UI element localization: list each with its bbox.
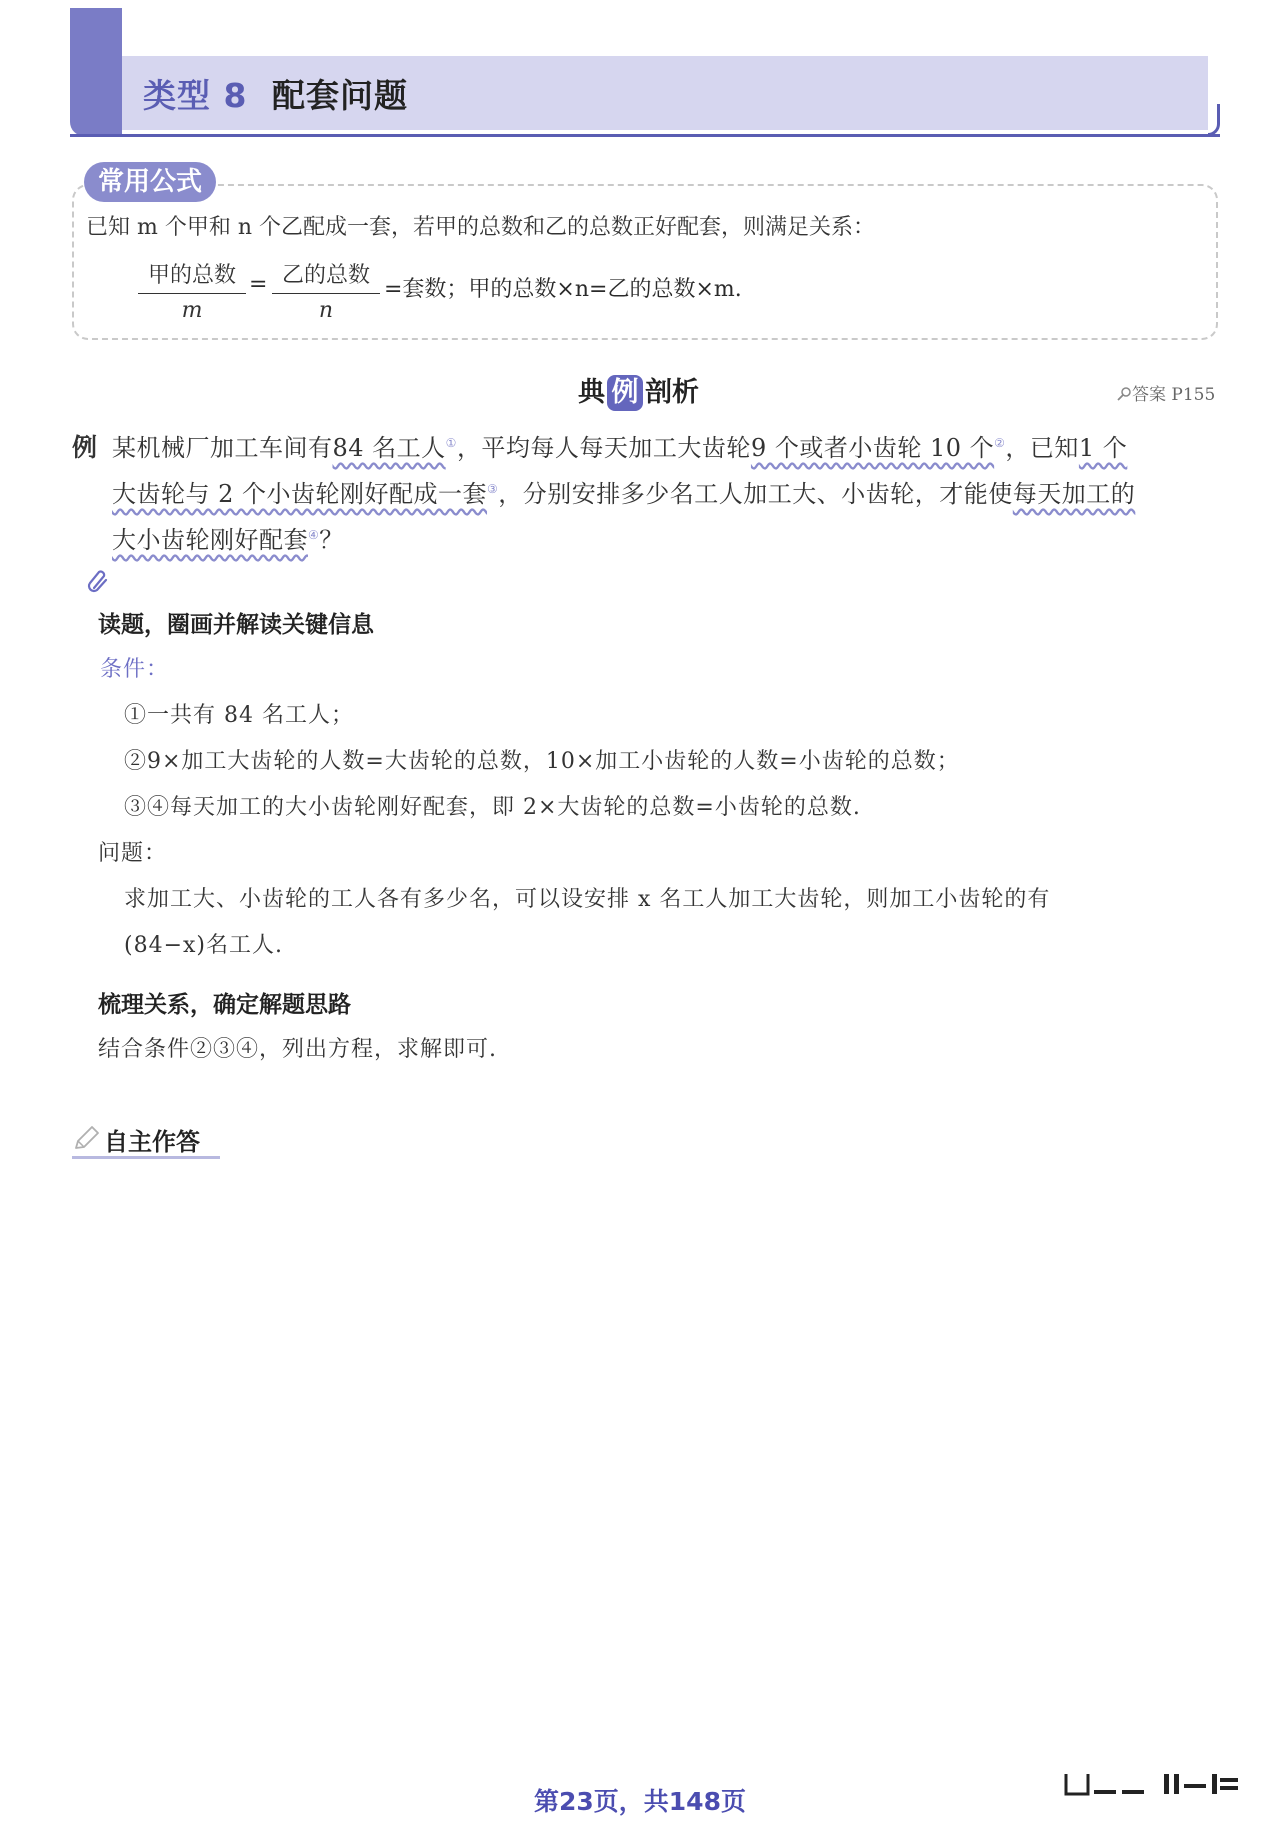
answer-reference-text: 答案 P155 bbox=[1132, 385, 1216, 405]
type-label: 类型 8 bbox=[143, 76, 248, 115]
example-text: ？ bbox=[319, 526, 344, 554]
marker-4: ④ bbox=[308, 528, 320, 542]
section-heading-post: 剖析 bbox=[645, 377, 699, 408]
header-rule bbox=[70, 134, 1220, 137]
self-answer-title: 自主作答 bbox=[104, 1128, 200, 1156]
fraction-jia-numerator: 甲的总数 bbox=[138, 258, 246, 294]
example-line-1 bbox=[112, 428, 1127, 463]
conditions-label: 条件： bbox=[100, 657, 170, 682]
fraction-yi-denominator: n bbox=[318, 298, 334, 323]
formula-pill-label: 常用公式 bbox=[84, 162, 216, 202]
marker-2: ② bbox=[994, 436, 1006, 450]
fraction-jia-denominator: m bbox=[181, 298, 203, 323]
highlight-ratio: 大齿轮与 2 个小齿轮刚好配成一套 bbox=[112, 480, 488, 508]
highlight-match: 大小齿轮刚好配套 bbox=[112, 526, 308, 554]
condition-1: ①一共有 84 名工人； bbox=[124, 703, 354, 728]
header-rule-hook bbox=[1208, 104, 1220, 136]
marker-3: ③ bbox=[487, 482, 499, 496]
viewer-toolbar[interactable] bbox=[1046, 1768, 1246, 1802]
formula-tail-text: =套数；甲的总数×n=乙的总数×m. bbox=[384, 277, 742, 302]
marker-1: ① bbox=[445, 436, 457, 450]
example-text: 某机械厂加工车间有 bbox=[112, 434, 333, 462]
self-answer-underline bbox=[72, 1156, 220, 1159]
question-line-2: (84−x)名工人. bbox=[124, 933, 283, 958]
fraction-yi-numerator: 乙的总数 bbox=[272, 258, 380, 294]
header-tab-decoration bbox=[70, 8, 122, 136]
highlight-ratio-start: 1 个 bbox=[1078, 434, 1128, 462]
relation-text: 结合条件②③④，列出方程，求解即可. bbox=[98, 1037, 497, 1062]
example-label: 例 bbox=[72, 433, 98, 462]
highlight-workers: 84 名工人 bbox=[332, 434, 446, 462]
highlight-match-start: 每天加工的 bbox=[1012, 480, 1136, 508]
heading-read-question: 读题，圈画并解读关键信息 bbox=[98, 612, 374, 638]
page-layout-icon[interactable] bbox=[1164, 1774, 1238, 1794]
heading-relation: 梳理关系，确定解题思路 bbox=[98, 992, 351, 1018]
question-label: 问题： bbox=[98, 841, 168, 866]
example-text: ，分别安排多少名工人加工大、小齿轮，才能使 bbox=[498, 480, 1013, 508]
example-line-2 bbox=[112, 474, 1135, 509]
question-line-1: 求加工大、小齿轮的工人各有多少名，可以设安排 x 名工人加工大齿轮，则加工小齿轮的有 bbox=[124, 887, 1051, 912]
formula-intro-text: 已知 m 个甲和 n 个乙配成一套，若甲的总数和乙的总数正好配套，则满足关系： bbox=[86, 215, 876, 240]
example-text: ，已知 bbox=[1005, 434, 1079, 462]
pencil-icon bbox=[72, 1124, 102, 1152]
fraction-jia bbox=[138, 258, 246, 323]
fraction-yi bbox=[272, 258, 380, 323]
section-heading-badge: 例 bbox=[607, 375, 643, 411]
paperclip-icon bbox=[86, 568, 112, 594]
page-indicator: 第23页，共148页 bbox=[534, 1787, 746, 1816]
example-text: ，平均每人每天加工大齿轮 bbox=[456, 434, 751, 462]
equals-sign: = bbox=[249, 272, 268, 297]
answer-reference bbox=[1116, 380, 1215, 405]
condition-3: ③④每天加工的大小齿轮刚好配套，即 2×大齿轮的总数=小齿轮的总数. bbox=[124, 795, 861, 820]
view-mode-icon[interactable] bbox=[1066, 1774, 1144, 1794]
page-title: 配套问题 bbox=[272, 76, 408, 115]
search-icon bbox=[1116, 387, 1132, 401]
example-line-3 bbox=[112, 520, 344, 555]
section-heading-pre: 典 bbox=[578, 377, 605, 408]
condition-2: ②9×加工大齿轮的人数=大齿轮的总数，10×加工小齿轮的人数=小齿轮的总数； bbox=[124, 749, 960, 774]
highlight-output: 9 个或者小齿轮 10 个 bbox=[750, 434, 995, 462]
section-heading bbox=[578, 370, 699, 411]
